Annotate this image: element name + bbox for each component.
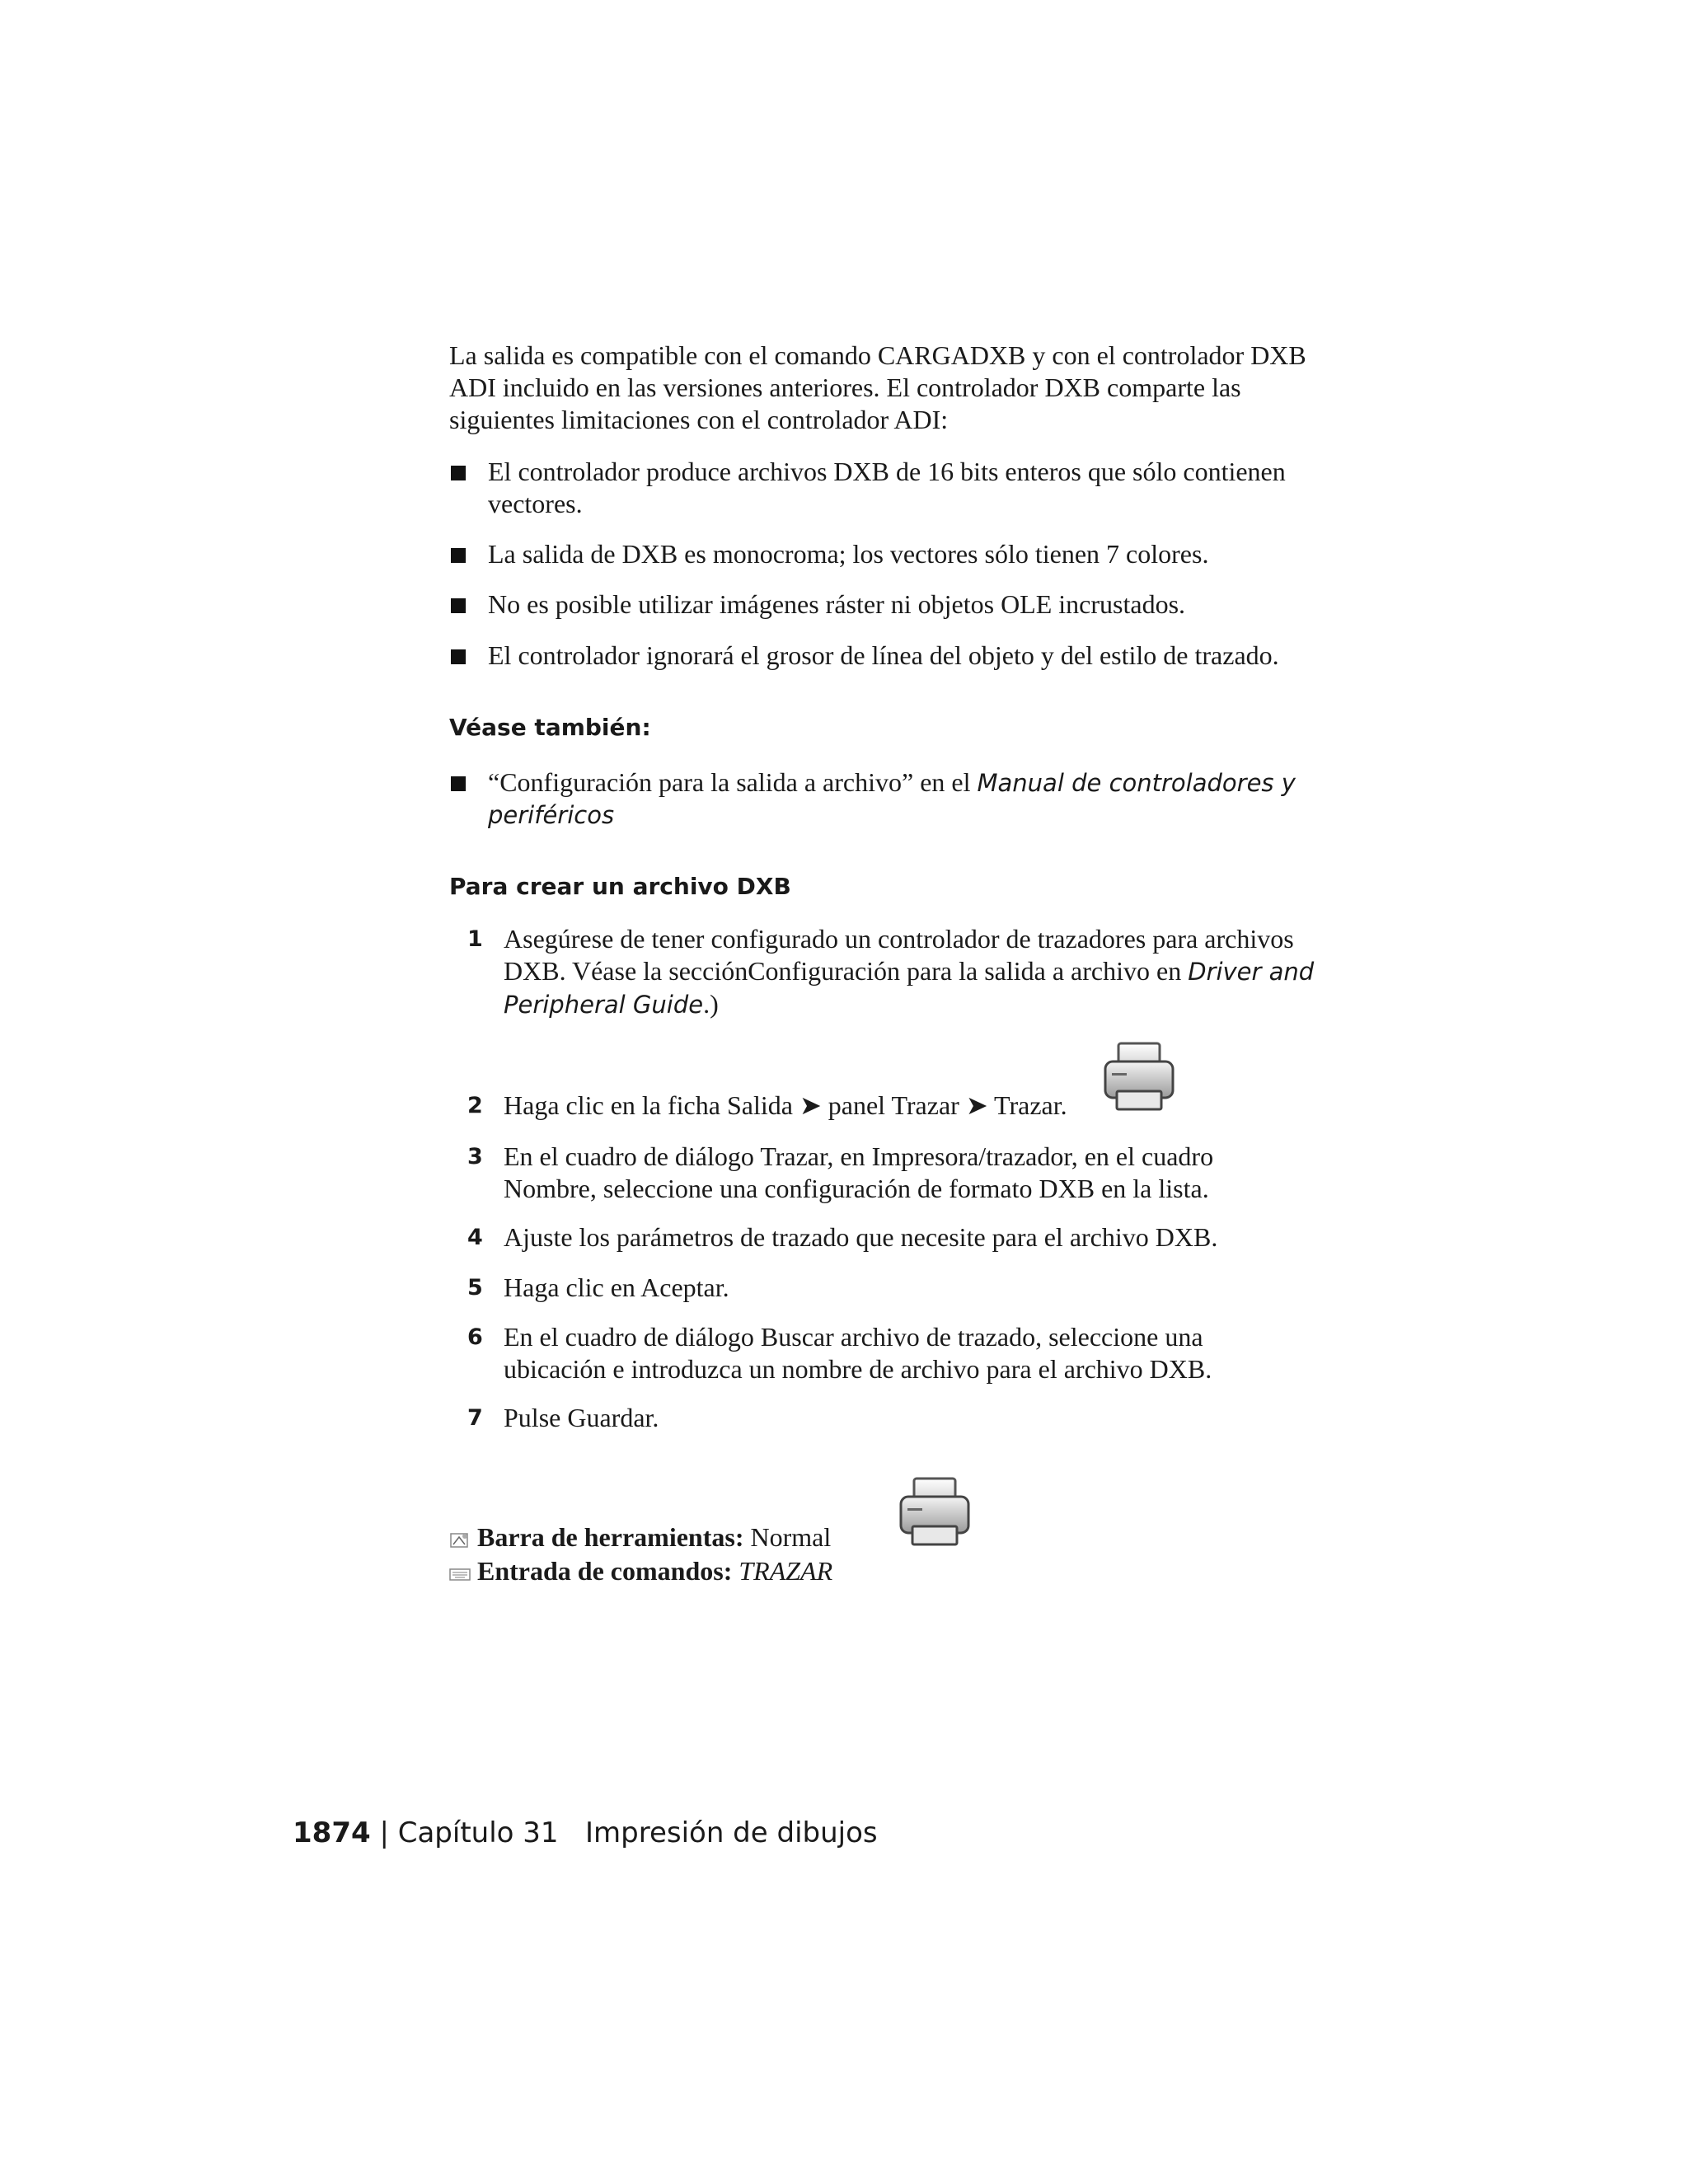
step-text: Nombre, seleccione una configuración de formato DXB en la lista.	[504, 1174, 1209, 1203]
procedure-step	[449, 1141, 1356, 1207]
page-footer	[293, 1816, 878, 1849]
see-also-manual-title: Manual de controladores y	[977, 769, 1296, 797]
step-number: 6	[467, 1324, 483, 1350]
see-also-item	[449, 766, 1348, 832]
limitation-item	[449, 538, 1348, 571]
command-value: TRAZAR	[738, 1556, 833, 1586]
command-label: Entrada de comandos:	[477, 1556, 733, 1586]
intro-line: La salida es compatible con el comando CARGADXB y con el controlador DXB	[449, 340, 1306, 370]
bullet-square-icon	[451, 776, 466, 791]
step-text: .)	[703, 989, 719, 1019]
limitation-item	[449, 640, 1348, 673]
step-number: 4	[467, 1225, 483, 1250]
footer-separator: |	[379, 1816, 389, 1849]
procedure-step	[449, 1272, 1356, 1305]
step-number: 1	[467, 926, 483, 952]
step-text: Ajuste los parámetros de trazado que necesite para el archivo DXB.	[504, 1222, 1218, 1252]
toolbar-printer-icon	[898, 1475, 972, 1549]
plot-printer-icon	[1102, 1040, 1176, 1114]
step-text: En el cuadro de diálogo Trazar, en Impresora/trazador, en el cuadro	[504, 1141, 1214, 1171]
chapter-title: Impresión de dibujos	[584, 1816, 878, 1849]
limitation-item	[449, 456, 1348, 522]
procedure-step	[449, 1402, 1356, 1435]
limitation-text: El controlador produce archivos DXB de 16 bits enteros que sólo contienen	[488, 457, 1286, 486]
command-access-line	[449, 1555, 832, 1587]
toolbar-icon	[449, 1531, 471, 1549]
bullet-square-icon	[451, 466, 466, 480]
step-text: DXB. Véase la secciónConfiguración para la salida a archivo en	[504, 956, 1189, 986]
keyboard-icon	[449, 1565, 471, 1583]
step-number: 5	[467, 1275, 483, 1301]
toolbar-access-line	[449, 1521, 831, 1554]
page-number: 1874	[293, 1816, 371, 1849]
see-also-text: “Configuración para la salida a archivo” en el	[488, 767, 978, 797]
procedure-step	[449, 923, 1356, 1022]
procedure-heading: Para crear un archivo DXB	[449, 873, 791, 900]
limitation-text: vectores.	[488, 489, 583, 518]
bullet-square-icon	[451, 649, 466, 664]
limitation-text: El controlador ignorará el grosor de línea del objeto y del estilo de trazado.	[488, 640, 1279, 670]
toolbar-value: Normal	[750, 1522, 832, 1552]
step-text: ubicación e introduzca un nombre de archivo para el archivo DXB.	[504, 1354, 1212, 1384]
step-text: Haga clic en Aceptar.	[504, 1272, 729, 1302]
limitation-item	[449, 588, 1348, 621]
bullet-square-icon	[451, 598, 466, 613]
procedure-step	[449, 1321, 1356, 1387]
see-also-heading: Véase también:	[449, 714, 651, 741]
see-also-manual-title: periféricos	[488, 801, 615, 829]
step-number: 2	[467, 1093, 483, 1118]
chapter-label: Capítulo 31	[397, 1816, 559, 1849]
procedure-step	[449, 1221, 1356, 1254]
guide-title: Driver and	[1188, 958, 1315, 986]
step-number: 7	[467, 1405, 483, 1431]
step-text: En el cuadro de diálogo Buscar archivo de trazado, seleccione una	[504, 1322, 1203, 1352]
intro-paragraph	[449, 340, 1339, 436]
step-text: Pulse Guardar.	[504, 1403, 659, 1432]
guide-title: Peripheral Guide	[504, 991, 704, 1019]
bullet-square-icon	[451, 548, 466, 563]
step-text: Haga clic en la ficha Salida ➤ panel Trazar ➤ Trazar.	[504, 1090, 1067, 1120]
limitation-text: La salida de DXB es monocroma; los vectores sólo tienen 7 colores.	[488, 539, 1209, 569]
step-text: Asegúrese de tener configurado un controlador de trazadores para archivos	[504, 924, 1294, 954]
limitation-text: No es posible utilizar imágenes ráster ni objetos OLE incrustados.	[488, 589, 1186, 619]
procedure-step	[449, 1090, 1356, 1122]
intro-line: siguientes limitaciones con el controlador ADI:	[449, 405, 949, 434]
intro-line: ADI incluido en las versiones anteriores. El controlador DXB comparte las	[449, 373, 1241, 402]
step-number: 3	[467, 1144, 483, 1169]
toolbar-label: Barra de herramientas:	[477, 1522, 744, 1552]
